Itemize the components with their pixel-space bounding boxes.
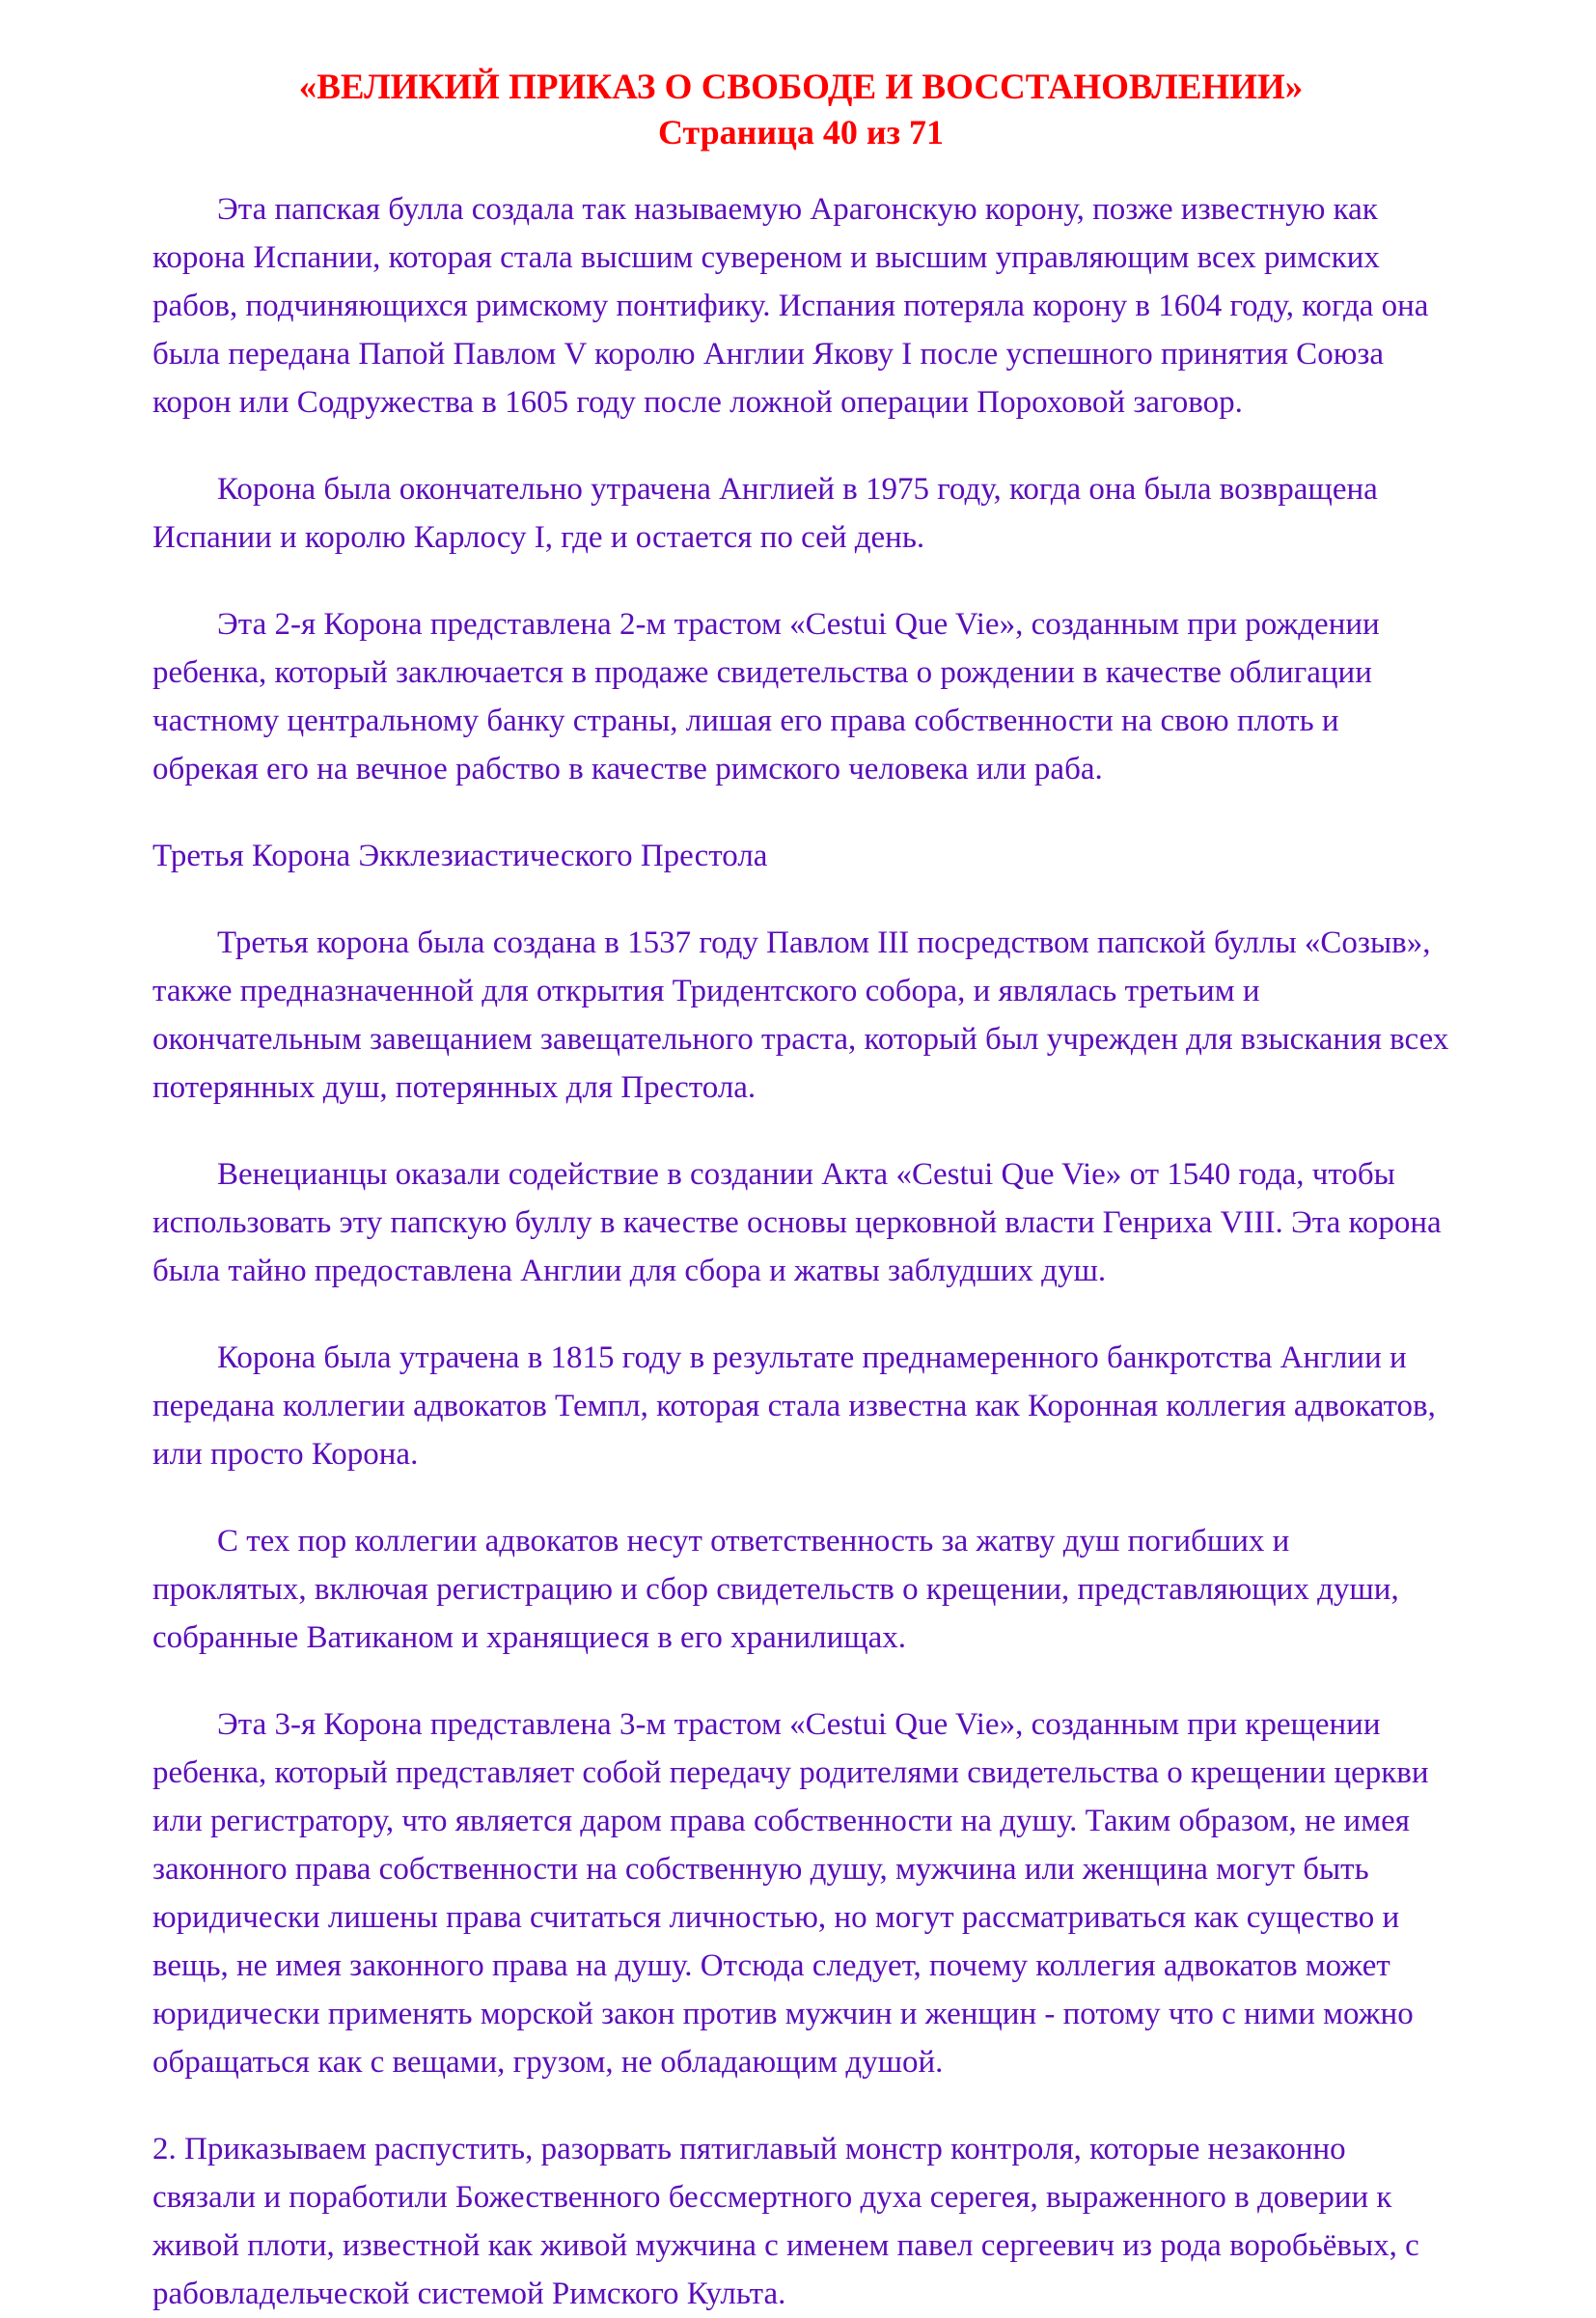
paragraph: Венецианцы оказали содействие в создании Акта «Cestui Que Vie» от 1540 года, чтобы использовать эту папскую буллу в качестве основы церковной власти Генриха VIII. Эта корона была тайно предоставлена Англии для сбора и жатвы заблудших душ. (152, 1157, 1442, 1288)
paragraph: Третья корона была создана в 1537 году Павлом III посредством папской буллы «Созыв», также предназначенной для открытия Тридентского собора, и являлась третьим и окончательным завещанием завещательного траста, который был учрежден для взыскания всех потерянных душ, потерянных для Престола. (152, 925, 1449, 1105)
document-body (152, 185, 1449, 2318)
document-header (152, 66, 1449, 154)
paragraph: 2. Приказываем распустить, разорвать пятиглавый монстр контроля, которые незаконно связали и поработили Божественного бессмертного духа серегея, выраженного в доверии к живой плоти, известной как живой мужчина с именем павел сергеевич из рода воробьёвых, с рабовладельческой системой Римского Культа. (152, 2132, 1419, 2311)
paragraph: Корона была утрачена в 1815 году в результате преднамеренного банкротства Англии и передана коллегии адвокатов Темпл, которая стала известна как Коронная коллегия адвокатов, или просто Корона. (152, 1340, 1436, 1472)
page-number-indicator: Страница 40 из 71 (657, 113, 945, 152)
paragraph: С тех пор коллегии адвокатов несут ответственность за жатву душ погибших и проклятых, включая регистрацию и сбор свидетельств о крещении, представляющих души, собранные Ватиканом и хранящиеся в его хранилищах. (152, 1524, 1399, 1655)
paragraph: Эта 3-я Корона представлена 3-м трастом «Cestui Que Vie», созданным при крещении ребенка, который представляет собой передачу родителями свидетельства о крещении церкви или регистратору, что является даром права собственности на душу. Таким образом, не имея законного права собственности на собственную душу, мужчина или женщина могут быть юридически лишены права считаться личностью, но могут рассматриваться как существо и вещь, не имея законного права на душу. Отсюда следует, почему коллегия адвокатов может юридически применять морской закон против мужчин и женщин - потому что с ними можно обращаться как с вещами, грузом, не обладающим душой. (152, 1707, 1429, 2080)
paragraph: Корона была окончательно утрачена Англией в 1975 году, когда она была возвращена Испании и королю Карлосу I, где и остается по сей день. (152, 472, 1378, 555)
section-heading: Третья Корона Экклезиастического Престола (152, 839, 768, 873)
paragraph: Эта 2-я Корона представлена 2-м трастом «Cestui Que Vie», созданным при рождении ребенка, который заключается в продаже свидетельства о рождении в качестве облигации частному центральному банку страны, лишая его права собственности на свою плоть и обрекая его на вечное рабство в качестве римского человека или раба. (152, 607, 1380, 786)
document-title: «ВЕЛИКИЙ ПРИКАЗ О СВОБОДЕ И ВОССТАНОВЛЕНИИ» (298, 68, 1304, 107)
paragraph: Эта папская булла создала так называемую Арагонскую корону, позже известную как корона Испании, которая стала высшим сувереном и высшим управляющим всех римских рабов, подчиняющихся римскому понтифику. Испания потеряла корону в 1604 году, когда она была передана Папой Павлом V королю Англии Якову I после успешного принятия Союза корон или Содружества в 1605 году после ложной операции Пороховой заговор. (152, 192, 1429, 420)
